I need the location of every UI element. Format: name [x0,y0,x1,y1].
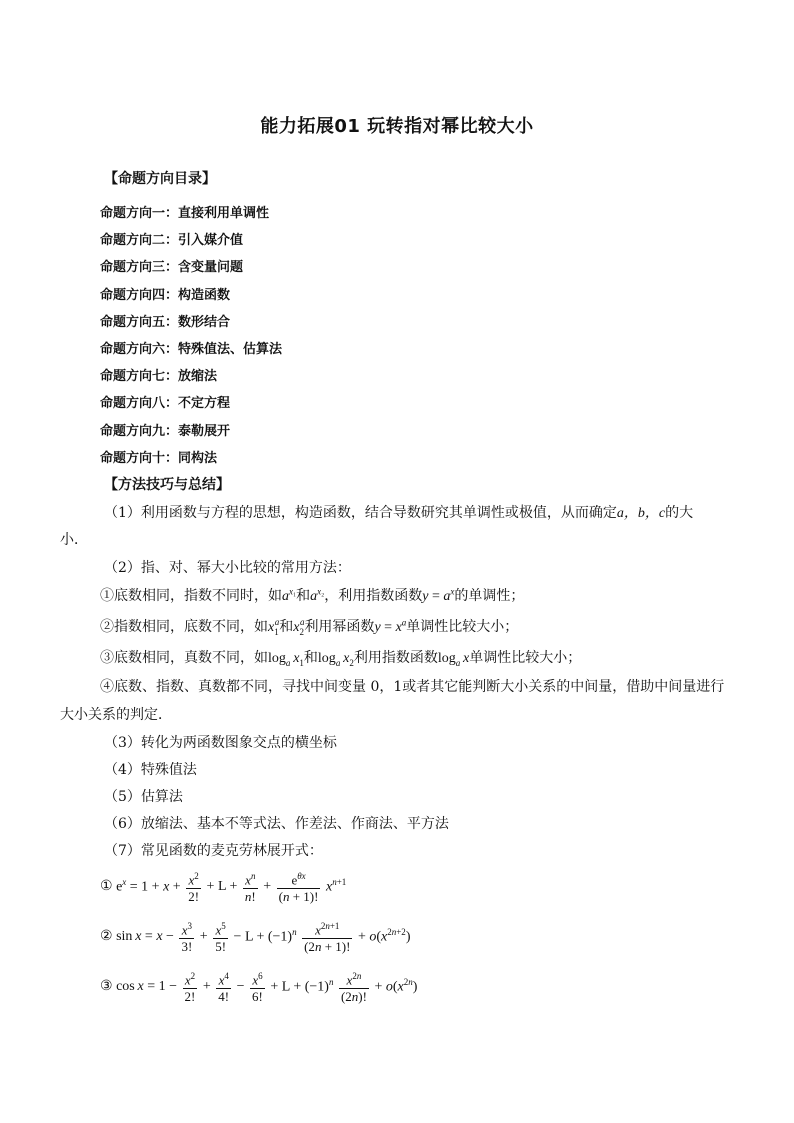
method-7: （7）常见函数的麦克劳林展开式： [104,843,323,859]
case-3-expr-3: $\log_a x$ [437,651,470,668]
method-1-line1 [104,502,693,522]
toc-item: 命题方向十：同构法 [100,450,218,466]
case-2-text-a: ②指数相同，底数不同，如 [100,619,268,635]
case-3-expr-1: $\log_a x_1$ [268,651,304,668]
formula-2-label: ② [100,929,113,945]
method-2: （2）指、对、幂大小比较的常用方法： [104,560,351,576]
case-1-text-a: ①底数相同，指数不同时，如 [100,588,282,604]
toc-item: 命题方向九：泰勒展开 [100,423,231,439]
formula-exp: ① $e^x = 1 + x$ + $\frac{x^2}{2!}$ + L + $\frac{x^n}{n!}$ + $\frac{e^{\theta x}}{(n + 1)!}$ $x^{n+1}$ [100,868,346,905]
case-4-line1: ④底数、指数、真数都不同，寻找中间变量 0，1或者其它能判断大小关系的中间量，借助中间量进行 [100,679,725,695]
method-1-tail: 的大 [665,505,694,521]
case-3-text-b: 和 [303,650,318,666]
case-3-text-a: ③底数相同，真数不同，如 [100,650,268,666]
toc-item: 命题方向五：数形结合 [100,314,231,330]
case-2-text-c: 利用幂函数 [304,619,375,635]
case-1 [100,585,524,605]
case-2-text-b: 和 [279,619,294,635]
case-2-expr-1: $x_1^a$ [268,617,280,637]
case-3-text-d: 单调性比较大小； [469,650,582,666]
case-2 [100,616,518,637]
case-2-text-d: 单调性比较大小； [406,619,519,635]
method-1-line2: 小． [60,532,88,548]
method-1-vars: a，b，c [616,506,666,521]
toc-item: 命题方向四：构造函数 [100,287,231,303]
formula-sin: ② sin x = x − $\frac{x^3}{3!}$ + $\frac{x^5}{5!}$ − $L + (-1)^n$ $\frac{x^{2n+1}}{(2n + 1)!}$ + $o(x^{2n+2})$ [100,918,410,955]
case-1-text-d: 的单调性； [454,588,525,604]
method-5: （5）估算法 [104,789,183,805]
toc-item: 命题方向二：引入媒介值 [100,233,244,249]
case-4-line2: 大小关系的判定． [60,707,172,723]
method-4: （4）特殊值法 [104,762,197,778]
case-2-expr-2: $x_2^a$ [293,617,305,637]
toc-item: 命题方向八：不定方程 [100,396,231,412]
case-1-text-c: ，利用指数函数 [324,588,423,604]
case-2-expr-3: $y = x^a$ [374,617,407,635]
case-1-expr-1: $a^{x_1}$ [282,586,297,604]
methods-heading: 【方法技巧与总结】 [104,477,230,493]
case-1-expr-3: $y = a^x$ [422,586,455,604]
page-title: 能力拓展01 玩转指对幂比较大小 [260,116,534,137]
case-1-expr-2: $a^{x_2}$ [310,586,325,604]
case-3-expr-2: $\log_a x_2$ [317,651,354,668]
method-3: （3）转化为两函数图象交点的横坐标 [104,735,337,751]
toc-item: 命题方向六：特殊值法、估算法 [100,342,283,357]
case-3-text-c: 利用指数函数 [353,650,438,666]
formula-3-label: ③ [100,979,113,995]
toc-heading: 【命题方向目录】 [104,171,216,187]
formula-1-label: ① [100,879,113,895]
case-3 [100,647,581,668]
method-1-text: （1）利用函数与方程的思想，构造函数，结合导数研究其单调性或极值，从而确定 [104,505,617,521]
formula-cos: ③ cos x = 1 − $\frac{x^2}{2!}$ + $\frac{x^4}{4!}$ − $\frac{x^6}{6!}$ + $L + (-1)^n$ $\frac{x^{2n}}{(2n)!}$ + $o(x^{2n})$ [100,968,417,1005]
case-1-text-b: 和 [296,588,311,604]
toc-item: 命题方向一：直接利用单调性 [100,206,270,221]
toc-item: 命题方向三：含变量问题 [100,260,244,276]
method-6: （6）放缩法、基本不等式法、作差法、作商法、平方法 [104,816,449,832]
toc-item: 命题方向七：放缩法 [100,369,218,385]
